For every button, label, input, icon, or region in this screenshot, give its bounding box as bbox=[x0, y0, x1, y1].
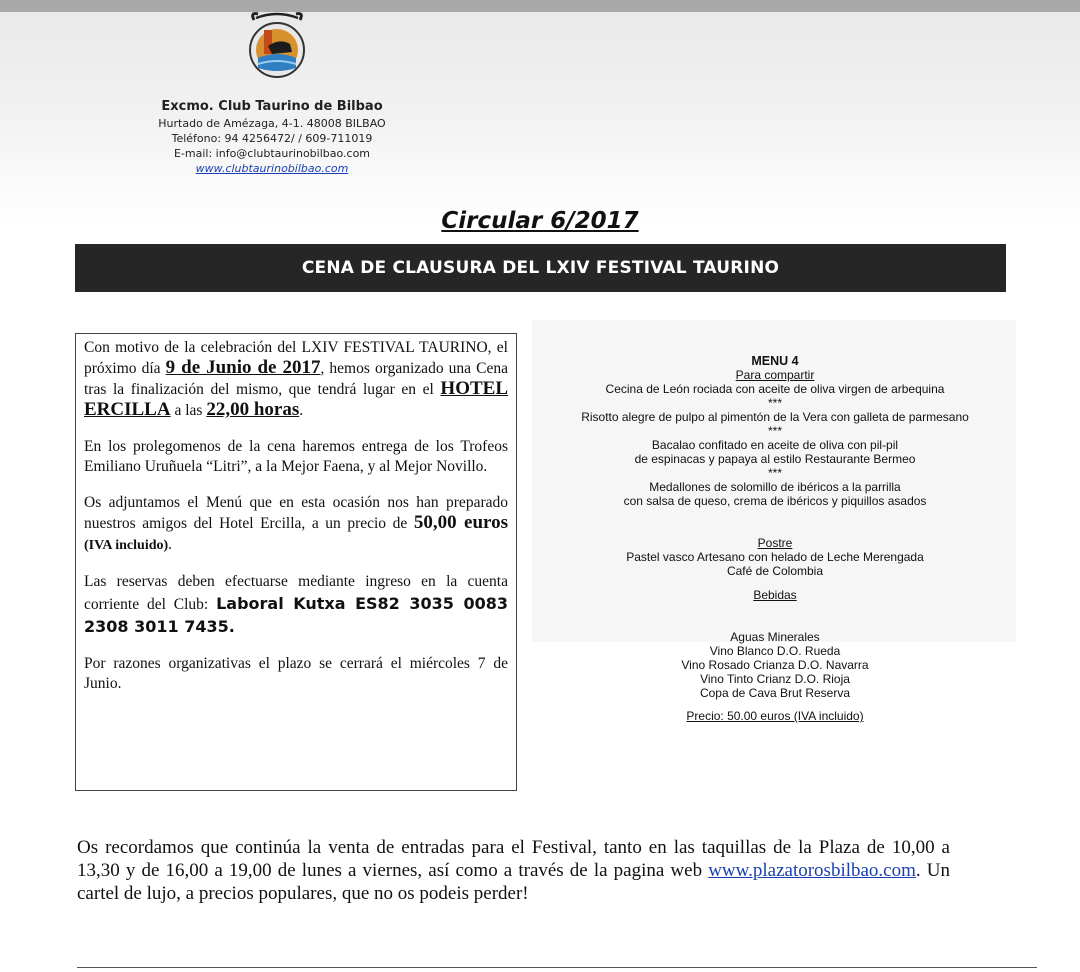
club-email: E-mail: info@clubtaurinobilbao.com bbox=[173, 147, 371, 160]
menu-price: Precio: 50.00 euros (IVA incluido) bbox=[686, 709, 864, 723]
price: 50,00 euros bbox=[413, 512, 509, 533]
spacer bbox=[520, 578, 1030, 588]
menu-dish: Bacalao confitado en aceite de oliva con pil-pil bbox=[651, 438, 899, 452]
spacer bbox=[520, 700, 1030, 709]
event-time: 22,00 horas bbox=[206, 399, 300, 420]
club-name: Excmo. Club Taurino de Bilbao bbox=[161, 99, 383, 114]
iva-note: (IVA incluido) bbox=[84, 538, 169, 553]
text: . bbox=[168, 536, 173, 553]
notice-box bbox=[75, 333, 517, 791]
text: Las reservas deben efectuarse mediante ingreso en la cuenta corriente del Club: bbox=[84, 573, 508, 613]
spacer bbox=[520, 602, 1030, 630]
menu-dessert: Café de Colombia bbox=[726, 564, 824, 578]
club-logo-icon bbox=[246, 10, 308, 84]
top-bar bbox=[0, 0, 1080, 12]
event-date: 9 de Junio de 2017 bbox=[165, 357, 321, 378]
menu-dish: Cecina de León rociada con aceite de oliva virgen de arbequina bbox=[605, 382, 945, 396]
menu bbox=[520, 354, 1030, 723]
circular-title: Circular 6/2017 bbox=[441, 208, 639, 234]
menu-drink: Aguas Minerales bbox=[730, 630, 820, 644]
menu-drinks-heading: Bebidas bbox=[753, 588, 797, 602]
menu-dish: Risotto alegre de pulpo al pimentón de la Vera con galleta de parmesano bbox=[581, 410, 969, 424]
bottom-rule bbox=[77, 967, 1037, 968]
club-info bbox=[112, 98, 432, 176]
text: , hemos organizado una Cena tras la finalización del mismo, que tendrá lugar en el bbox=[84, 360, 508, 398]
menu-separator: *** bbox=[767, 466, 782, 480]
plaza-website-link[interactable]: www.plazatorosbilbao.com bbox=[708, 860, 916, 881]
notice-paragraph-3 bbox=[84, 493, 508, 556]
text: Os adjuntamos el Menú que en esta ocasión nos han preparado nuestros amigos del Hotel Ercilla, a un precio de bbox=[84, 494, 508, 532]
notice-paragraph-2: En los prolegomenos de la cena haremos entrega de los Trofeos Emiliano Uruñuela “Litri”, a la Mejor Faena, y al Mejor Novillo. bbox=[84, 438, 508, 475]
text: Con motivo de la celebración del LXIV FESTIVAL TAURINO, el próximo día bbox=[84, 339, 508, 377]
text: Os recordamos que continúa la venta de entradas para el Festival, tanto en las taquillas de la Plaza de 10,00 a 13,30 y de 16,00 a 19,00 de lunes a viernes, así como a través de la pagina web bbox=[77, 837, 950, 881]
menu-dish: con salsa de queso, crema de ibéricos y piquillos asados bbox=[623, 494, 927, 508]
menu-dessert: Pastel vasco Artesano con helado de Leche Merengada bbox=[626, 550, 924, 564]
bank-account: Laboral Kutxa ES82 3035 0083 2308 3011 7435. bbox=[84, 594, 508, 636]
club-website-link[interactable]: www.clubtaurinobilbao.com bbox=[195, 162, 349, 175]
menu-dish: Medallones de solomillo de ibéricos a la parrilla bbox=[649, 480, 901, 494]
menu-separator: *** bbox=[767, 424, 782, 438]
menu-dish: de espinacas y papaya al estilo Restaurante Bermeo bbox=[634, 452, 916, 466]
hotel-name: HOTEL ERCILLA bbox=[84, 378, 508, 420]
notice-paragraph-1 bbox=[84, 338, 508, 421]
notice-paragraph-5: Por razones organizativas el plazo se cerrará el miércoles 7 de Junio. bbox=[84, 655, 508, 692]
menu-drink: Vino Tinto Crianz D.O. Rioja bbox=[700, 672, 850, 686]
text: a las bbox=[170, 402, 207, 419]
spacer bbox=[520, 508, 1030, 536]
notice-paragraph-4 bbox=[84, 572, 508, 638]
menu-title: MENU 4 bbox=[751, 354, 799, 368]
text: . Un cartel de lujo, a precios populares, que no os podeis perder! bbox=[77, 860, 950, 904]
menu-share-heading: Para compartir bbox=[735, 368, 815, 382]
menu-separator: *** bbox=[767, 396, 782, 410]
club-phone: Teléfono: 94 4256472/ / 609-711019 bbox=[171, 132, 373, 145]
text: . bbox=[299, 402, 304, 419]
club-address: Hurtado de Amézaga, 4-1. 48008 BILBAO bbox=[158, 117, 386, 130]
menu-drink: Vino Rosado Crianza D.O. Navarra bbox=[681, 658, 869, 672]
event-banner: CENA DE CLAUSURA DEL LXIV FESTIVAL TAURINO bbox=[75, 244, 1006, 292]
menu-drink: Vino Blanco D.O. Rueda bbox=[709, 644, 841, 658]
menu-dessert-heading: Postre bbox=[757, 536, 793, 550]
menu-drink: Copa de Cava Brut Reserva bbox=[699, 686, 851, 700]
footer-paragraph bbox=[77, 836, 950, 905]
